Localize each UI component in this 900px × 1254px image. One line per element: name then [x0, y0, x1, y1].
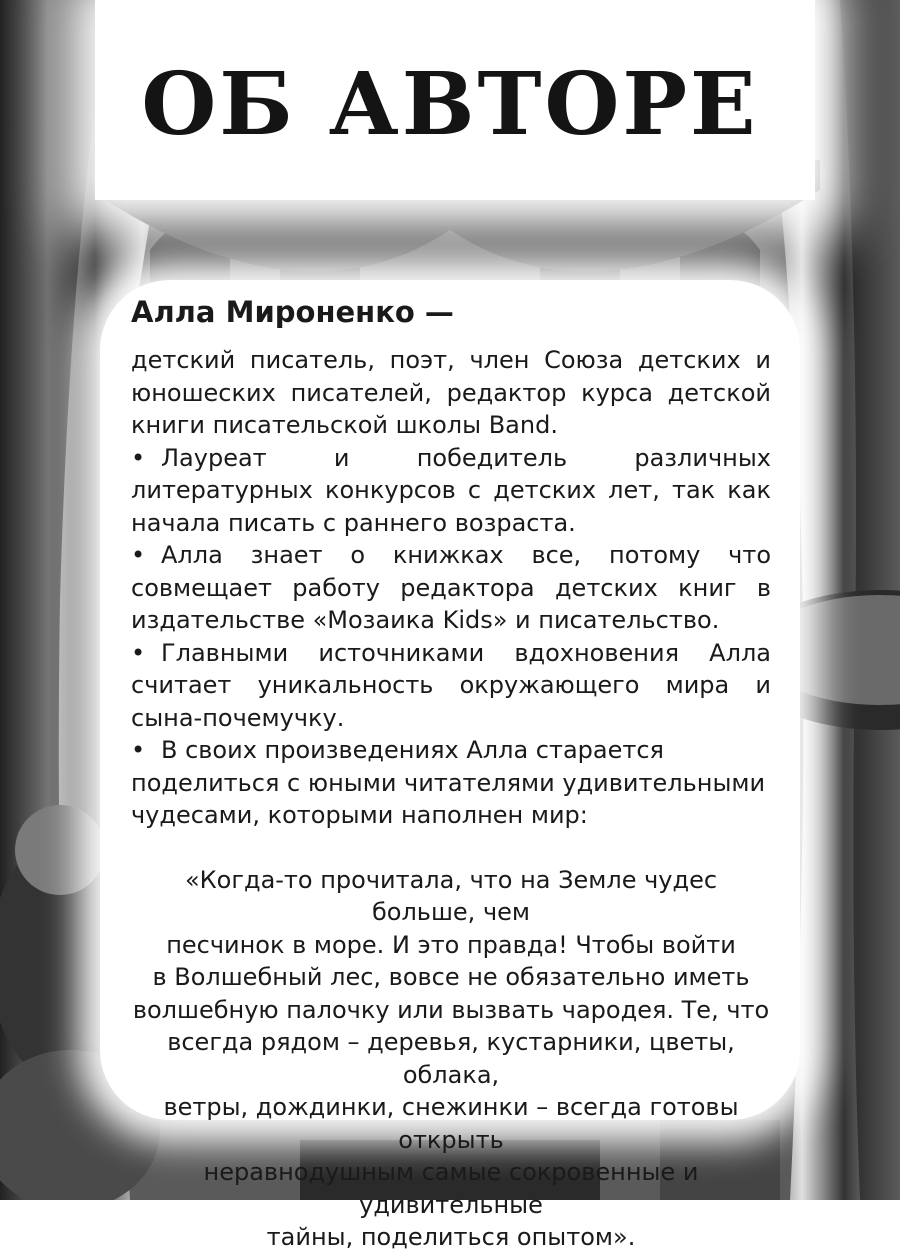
bullet-item — [131, 734, 771, 832]
quote-line: всегда рядом – деревья, кустарники, цветы, облака, — [167, 1028, 735, 1089]
bullet-marker: • — [131, 541, 146, 569]
quote-line: неравнодушным самые сокровенные и удивительные — [203, 1158, 699, 1219]
intro-paragraph: детский писатель, поэт, член Союза детских и юношеских писателей, редактор курса детской книги писательской школы Band. — [131, 346, 771, 439]
author-bio — [131, 292, 771, 1254]
quote-line: тайны, поделиться опытом». — [266, 1223, 636, 1251]
quote-line: в Волшебный лес, вовсе не обязательно иметь — [152, 963, 750, 991]
bullet-item — [131, 637, 771, 735]
bullet-text: Лауреат и победитель различных литературных конкурсов с детских лет, так как начала писать с раннего возраста. — [131, 443, 771, 537]
bullet-marker: • — [131, 443, 146, 472]
author-name-heading: Алла Мироненко — — [131, 295, 454, 329]
quote-line: «Когда-то прочитала, что на Земле чудес больше, чем — [184, 865, 718, 926]
quote-line: волшебную палочку или вызвать чародея. Те, что — [132, 995, 770, 1024]
bullet-item — [131, 442, 771, 540]
bullet-text: Главными источниками вдохновения Алла считает уникальность окружающего мира и сына-почемучку. — [131, 638, 771, 732]
quote-line: песчинок в море. И это правда! Чтобы войти — [166, 930, 736, 959]
bullet-item — [131, 539, 771, 637]
bullet-text: Алла знает о книжках все, потому что совмещает работу редактора детских книг в издательстве «Мозаика Kids» и писательство. — [131, 541, 771, 634]
page-title: ОБ АВТОРЕ — [141, 54, 759, 155]
quote-line: ветры, дождинки, снежинки – всегда готовы открыть — [163, 1093, 739, 1154]
bullet-text: В своих произведениях Алла старается поделиться с юными читателями удивительными чудесами, которыми наполнен мир: — [131, 736, 766, 829]
bullet-marker: • — [131, 736, 146, 764]
author-quote — [131, 864, 771, 1254]
bullet-marker: • — [131, 638, 146, 667]
